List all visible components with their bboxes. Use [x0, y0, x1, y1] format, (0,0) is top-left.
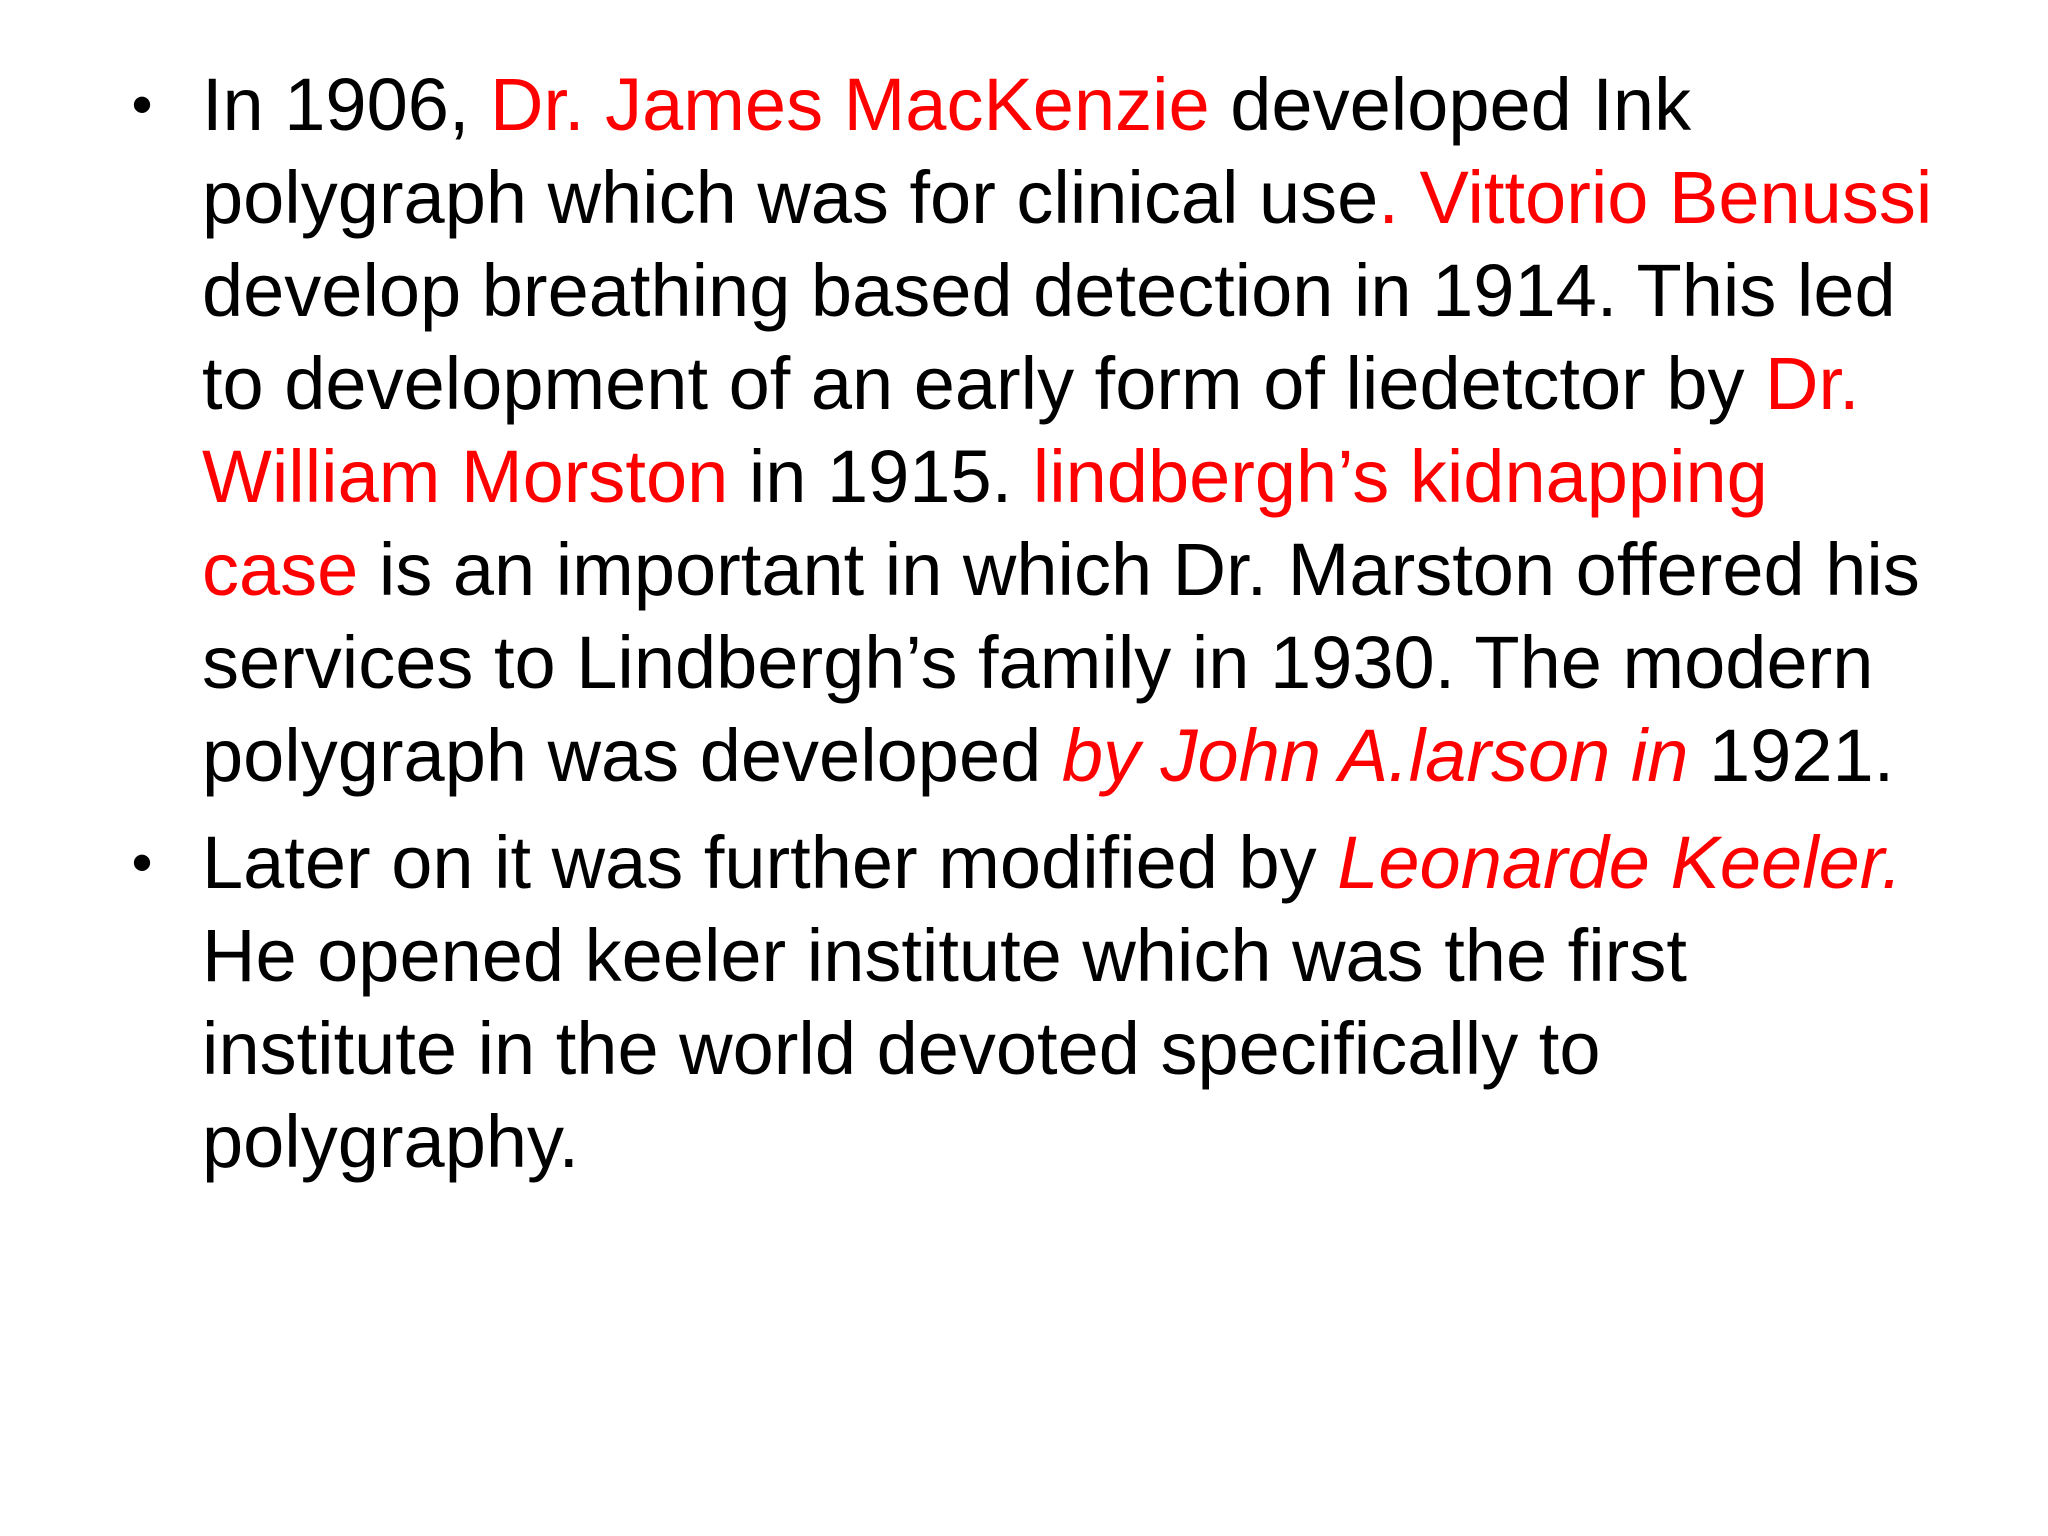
- highlight-name-keeler: Leonarde Keeler.: [1337, 821, 1903, 904]
- text-segment: Later on it was further modified by: [202, 821, 1338, 904]
- bullet-marker: •: [131, 829, 153, 896]
- bullet-item-history: [122, 58, 1942, 802]
- highlight-name-mackenzie: Dr. James MacKenzie: [490, 63, 1210, 146]
- text-segment: In 1906,: [202, 63, 491, 146]
- bullet-marker: •: [131, 71, 153, 138]
- highlight-name-larson: by John A.larson in: [1061, 714, 1689, 797]
- text-segment: develop breathing based detection in 1914. This led to development of an early form of liedetctor by: [202, 249, 1896, 425]
- highlight-case-lindbergh: lindbergh’s kidnapping case: [202, 435, 1768, 611]
- highlight-name-morston: Dr. William Morston: [202, 342, 1860, 518]
- text-segment: 1921.: [1688, 714, 1895, 797]
- text-segment: developed Ink polygraph which was for clinical use: [202, 63, 1692, 239]
- highlight-name-benussi: . Vittorio Benussi: [1378, 156, 1933, 239]
- text-segment: He opened keeler institute which was the first institute in the world devoted specifically to polygraphy.: [202, 914, 1687, 1183]
- bullet-item-keeler: [122, 816, 1942, 1188]
- text-segment: is an important in which Dr. Marston offered his services to Lindbergh’s family in 1930. The modern polygraph was developed: [202, 528, 1920, 797]
- text-segment: in 1915.: [728, 435, 1033, 518]
- bullet-list: [122, 58, 1942, 1188]
